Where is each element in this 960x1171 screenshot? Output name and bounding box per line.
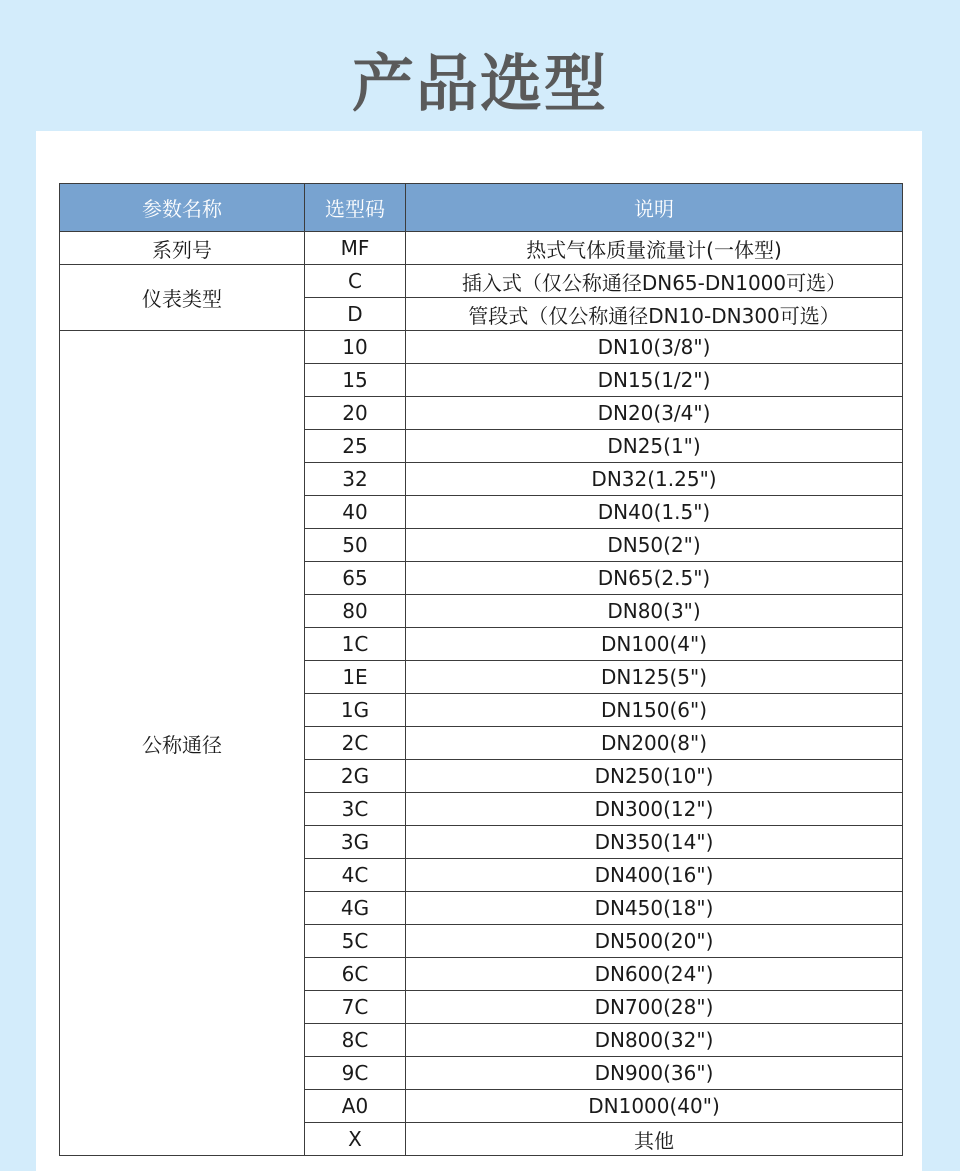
selection-code-cell: 3C [305,793,406,826]
description-cell: DN100(4") [406,628,903,661]
table-row [60,331,903,364]
selection-code-cell: A0 [305,1090,406,1123]
description-cell: DN400(16") [406,859,903,892]
header-row [60,184,903,232]
description-cell: 管段式（仅公称通径DN10-DN300可选） [406,298,903,331]
param-name-cell: 仪表类型 [60,265,305,331]
description-cell: DN700(28") [406,991,903,1024]
selection-code-cell: MF [305,232,406,265]
selection-code-cell: 10 [305,331,406,364]
table-row [60,232,903,265]
selection-code-cell: 15 [305,364,406,397]
description-cell: DN1000(40") [406,1090,903,1123]
table-row [60,265,903,298]
selection-code-cell: 1G [305,694,406,727]
selection-code-cell: 65 [305,562,406,595]
description-cell: DN32(1.25") [406,463,903,496]
description-cell: DN10(3/8") [406,331,903,364]
description-cell: DN125(5") [406,661,903,694]
table-header [60,184,903,232]
description-cell: DN600(24") [406,958,903,991]
selection-code-cell: 7C [305,991,406,1024]
description-cell: DN800(32") [406,1024,903,1057]
description-cell: DN15(1/2") [406,364,903,397]
description-cell: DN300(12") [406,793,903,826]
selection-code-cell: 50 [305,529,406,562]
selection-code-cell: C [305,265,406,298]
selection-code-cell: X [305,1123,406,1156]
description-cell: DN20(3/4") [406,397,903,430]
description-cell: DN25(1") [406,430,903,463]
description-cell: DN900(36") [406,1057,903,1090]
description-cell: 其他 [406,1123,903,1156]
description-cell: DN50(2") [406,529,903,562]
selection-code-cell: 4G [305,892,406,925]
selection-code-cell: 5C [305,925,406,958]
description-cell: 热式气体质量流量计(一体型) [406,232,903,265]
selection-code-cell: 4C [305,859,406,892]
header-description: 说明 [406,184,903,232]
description-cell: DN65(2.5") [406,562,903,595]
selection-code-cell: 2C [305,727,406,760]
selection-code-cell: 80 [305,595,406,628]
param-name-cell: 公称通径 [60,331,305,1156]
description-cell: DN500(20") [406,925,903,958]
selection-code-cell: 8C [305,1024,406,1057]
selection-code-cell: 6C [305,958,406,991]
selection-code-cell: 25 [305,430,406,463]
selection-code-cell: 1C [305,628,406,661]
description-cell: 插入式（仅公称通径DN65-DN1000可选） [406,265,903,298]
selection-code-cell: 40 [305,496,406,529]
header-selection-code: 选型码 [305,184,406,232]
selection-code-cell: D [305,298,406,331]
selection-code-cell: 3G [305,826,406,859]
description-cell: DN250(10") [406,760,903,793]
selection-code-cell: 20 [305,397,406,430]
param-name-cell: 系列号 [60,232,305,265]
description-cell: DN80(3") [406,595,903,628]
selection-code-cell: 9C [305,1057,406,1090]
description-cell: DN350(14") [406,826,903,859]
selection-code-cell: 2G [305,760,406,793]
selection-code-cell: 32 [305,463,406,496]
page-title: 产品选型 [351,46,608,120]
header-param-name: 参数名称 [60,184,305,232]
table-body [60,232,903,1156]
description-cell: DN200(8") [406,727,903,760]
description-cell: DN450(18") [406,892,903,925]
selection-table [59,183,903,1156]
description-cell: DN150(6") [406,694,903,727]
selection-code-cell: 1E [305,661,406,694]
description-cell: DN40(1.5") [406,496,903,529]
